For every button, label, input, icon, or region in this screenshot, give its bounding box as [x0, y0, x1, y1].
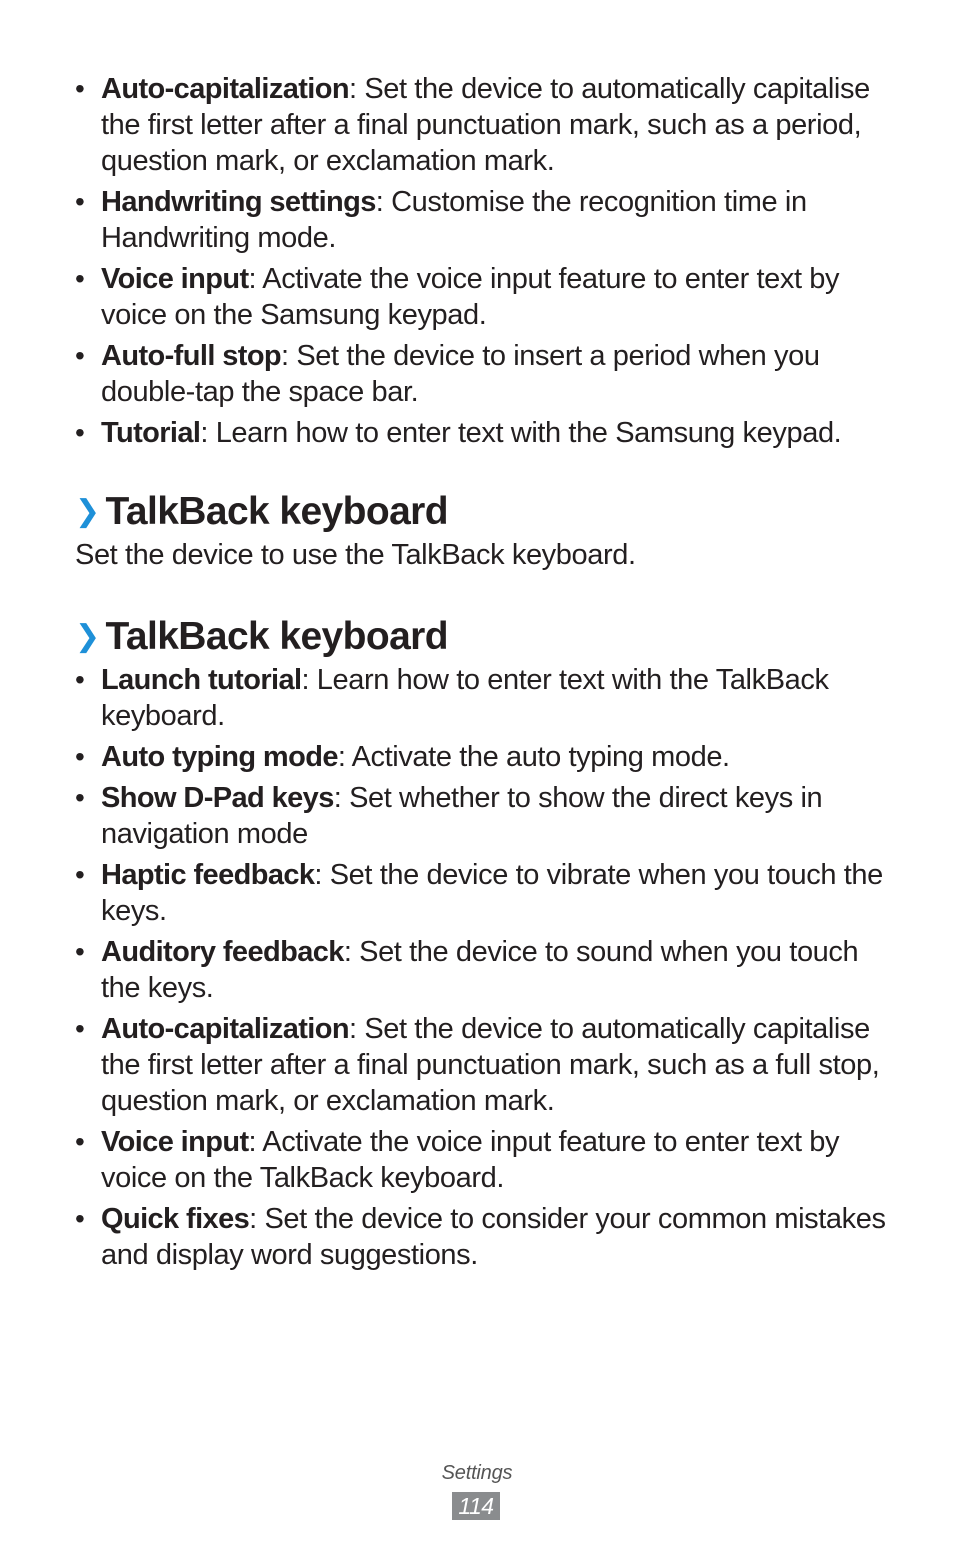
bullet: •: [75, 741, 85, 772]
bullet: •: [75, 1203, 85, 1234]
bullet: •: [75, 664, 85, 695]
bullet: •: [75, 782, 85, 813]
bullet: •: [75, 340, 85, 371]
section-intro: Set the device to use the TalkBack keyboard.: [75, 539, 636, 571]
bullet: •: [75, 73, 85, 104]
item-term: Launch tutorial: [101, 664, 302, 696]
bullet: •: [75, 936, 85, 967]
list-item: [0, 415, 954, 451]
item-term: Quick fixes: [101, 1203, 250, 1235]
bullet: •: [75, 263, 85, 294]
list-item: [0, 71, 954, 179]
item-desc: : Activate the voice input feature to enter text by voice on the TalkBack keyboard.: [101, 1126, 840, 1194]
page-number-badge: 114: [452, 1492, 500, 1520]
item-term: Auto-capitalization: [101, 1013, 349, 1045]
item-desc: : Activate the auto typing mode.: [337, 741, 730, 773]
section-heading-text: TalkBack keyboard: [105, 615, 448, 658]
item-desc: : Customise the recognition time in Handwriting mode.: [101, 186, 807, 254]
item-term: Tutorial: [101, 417, 201, 449]
bullet: •: [75, 859, 85, 890]
bullet: •: [75, 186, 85, 217]
list-item: [0, 338, 954, 410]
item-desc: : Set the device to automatically capitalise the first letter after a final punctuation mark, such as a period, question mark, or exclamation mark.: [101, 73, 870, 177]
item-term: Auto-full stop: [101, 340, 282, 372]
item-desc: : Set the device to automatically capitalise the first letter after a final punctuation mark, such as a full stop, question mark, or exclamation mark.: [101, 1013, 880, 1117]
item-term: Voice input: [101, 1126, 249, 1158]
list-item: [0, 261, 954, 333]
chevron-right-icon: ❯: [75, 620, 100, 653]
section-heading-text: TalkBack keyboard: [105, 490, 448, 533]
list-item: [0, 857, 954, 929]
list-item: [0, 1124, 954, 1196]
item-desc: : Learn how to enter text with the TalkBack keyboard.: [101, 664, 829, 732]
list-item: [0, 739, 954, 775]
chevron-right-icon: ❯: [75, 495, 100, 528]
settings-list-talkback: [0, 662, 954, 1278]
item-term: Handwriting settings: [101, 186, 376, 218]
settings-list-top: [0, 71, 954, 456]
item-desc: : Set the device to insert a period when you double-tap the space bar.: [101, 340, 820, 408]
section-heading: [75, 614, 448, 663]
item-desc: : Set the device to consider your common mistakes and display word suggestions.: [101, 1203, 886, 1271]
list-item: [0, 780, 954, 852]
bullet: •: [75, 1013, 85, 1044]
item-term: Auto-capitalization: [101, 73, 349, 105]
item-desc: : Set the device to sound when you touch the keys.: [101, 936, 859, 1004]
item-term: Show D-Pad keys: [101, 782, 334, 814]
list-item: [0, 934, 954, 1006]
bullet: •: [75, 1126, 85, 1157]
list-item: [0, 662, 954, 734]
item-desc: : Set whether to show the direct keys in navigation mode: [101, 782, 823, 850]
footer-section-label: Settings: [441, 1462, 513, 1484]
list-item: [0, 1011, 954, 1119]
item-desc: : Learn how to enter text with the Samsung keypad.: [200, 417, 842, 449]
list-item: [0, 1201, 954, 1273]
item-desc: : Set the device to vibrate when you touch the keys.: [101, 859, 883, 927]
section-heading: [75, 489, 448, 538]
list-item: [0, 184, 954, 256]
item-term: Auto typing mode: [101, 741, 338, 773]
bullet: •: [75, 417, 85, 448]
item-desc: : Activate the voice input feature to enter text by voice on the Samsung keypad.: [101, 263, 840, 331]
item-term: Haptic feedback: [101, 859, 315, 891]
item-term: Auditory feedback: [101, 936, 344, 968]
item-term: Voice input: [101, 263, 249, 295]
